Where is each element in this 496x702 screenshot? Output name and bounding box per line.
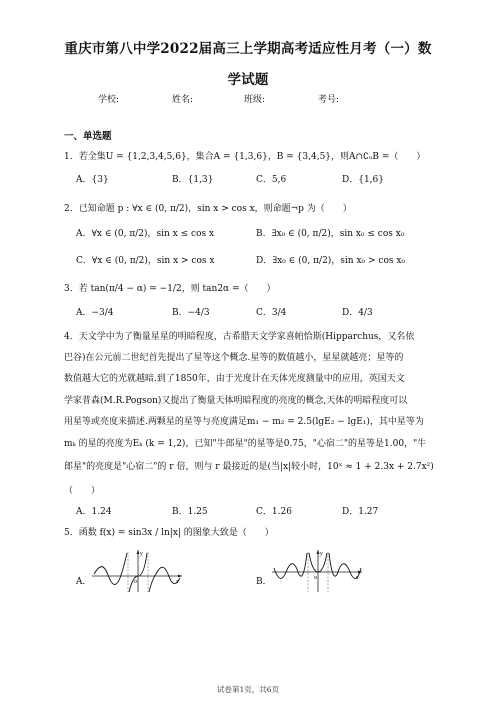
curve-left (94, 553, 127, 584)
q1-option-a: A．{3} (76, 175, 109, 185)
q4-option-a: A．1.24 (76, 507, 112, 517)
q3-option-a: A．−3/4 (76, 308, 114, 318)
q2-option-d: D．∃x₀ ∈ (0, π/2)，sin x₀ > cos x₀ (256, 256, 406, 266)
q5-graph-b (270, 548, 366, 594)
q4-option-b: B．1.25 (172, 507, 208, 517)
q4-line-1: 4．天文学中为了衡量星星的明暗程度，古希腊天文学家喜帕恰斯(Hipparchus，又名依 (64, 332, 415, 342)
q5-stem: 5．函数 f(x) = sin3x / ln|x| 的图象大致是（ ） (64, 528, 274, 538)
origin-label: o (314, 575, 317, 581)
section-heading: 一、单选题 (64, 131, 112, 142)
school-label: 学校: (98, 95, 120, 105)
x-axis-arrow (178, 575, 182, 578)
q4-line-7: 郎星"的亮度是"心宿二"的 r 倍，则与 r 最接近的是(当|x|较小时，10ˣ ≈ 1 + 2.3x + 2.7x²) (64, 462, 434, 472)
q4-line-5: 用星等或亮度来描述.两颗星的星等与亮度满足m₁ − m₂ = 2.5(lgE₂ − lgE₁)，其中星等为 (64, 417, 424, 427)
q2-option-b: B．∃x₀ ∈ (0, π/2)，sin x₀ ≤ cos x₀ (256, 229, 405, 239)
q4-line-8: （ ） (64, 486, 101, 496)
q2-option-a: A．∀x ∈ (0, π/2)，sin x ≤ cos x (76, 229, 215, 239)
q4-line-2: 巴谷)在公元前二世纪首先提出了星等这个概念.星等的数值越小，星星就越亮；星等的 (64, 353, 404, 363)
q5-option-a: A． (76, 577, 92, 587)
q4-option-d: D．1.27 (342, 507, 379, 517)
y-label: y (140, 551, 143, 557)
q3-option-c: C．3/4 (256, 308, 287, 318)
q4-line-4: 学家普森(M.R.Pogson)又提出了衡量天体明暗程度的亮度的概念,天体的明暗程度可以 (64, 396, 408, 406)
q3-option-d: D．4/3 (342, 308, 373, 318)
q3-stem: 3．若 tan(π/4 − α) = −1/2，则 tan2α =（ ） (64, 284, 276, 294)
q5-graph-a (90, 548, 186, 594)
name-label: 姓名: (172, 95, 194, 105)
number-label: 考号: (318, 95, 340, 105)
q1-option-c: C．5,6 (256, 175, 287, 185)
q1-option-d: D．{1,6} (342, 175, 384, 185)
x-label: x (356, 575, 359, 581)
exam-title-line1: 重庆市第八中学2022届高三上学期高考适应性月考（一）数 (64, 41, 432, 57)
q1-option-b: B．{1,3} (172, 175, 214, 185)
q5-option-b: B． (256, 577, 272, 587)
class-label: 班级: (244, 95, 266, 105)
q4-option-c: C．1.26 (256, 507, 292, 517)
curve-left (274, 553, 307, 578)
x-label: x (176, 579, 179, 585)
exam-title-line2: 学试题 (227, 72, 269, 88)
q2-option-c: C．∀x ∈ (0, π/2)，sin x > cos x (76, 256, 215, 266)
q1-stem: 1．若全集U = {1,2,3,4,5,6}，集合A = {1,3,6}，B = {3,4,5}，则A∩∁ᵤB =（ ） (64, 152, 426, 162)
q2-stem: 2．已知命题 p : ∀x ∈ (0, π/2)，sin x > cos x，则命题¬p 为（ ） (64, 204, 352, 214)
q4-line-3: 数值越大它的光就越暗.到了1850年，由于光度计在天体光度测量中的应用，英国天文 (64, 374, 405, 384)
origin-label: o (134, 579, 137, 585)
q4-line-6: mₖ 的星的亮度为Eₖ (k = 1,2)，已知"牛郎星"的星等是0.75，"心宿二"的星等是1.00，"牛 (64, 439, 427, 449)
page-footer: 试卷第1页，共6页 (216, 685, 280, 694)
y-label: y (320, 551, 323, 557)
q3-option-b: B．−4/3 (172, 308, 210, 318)
